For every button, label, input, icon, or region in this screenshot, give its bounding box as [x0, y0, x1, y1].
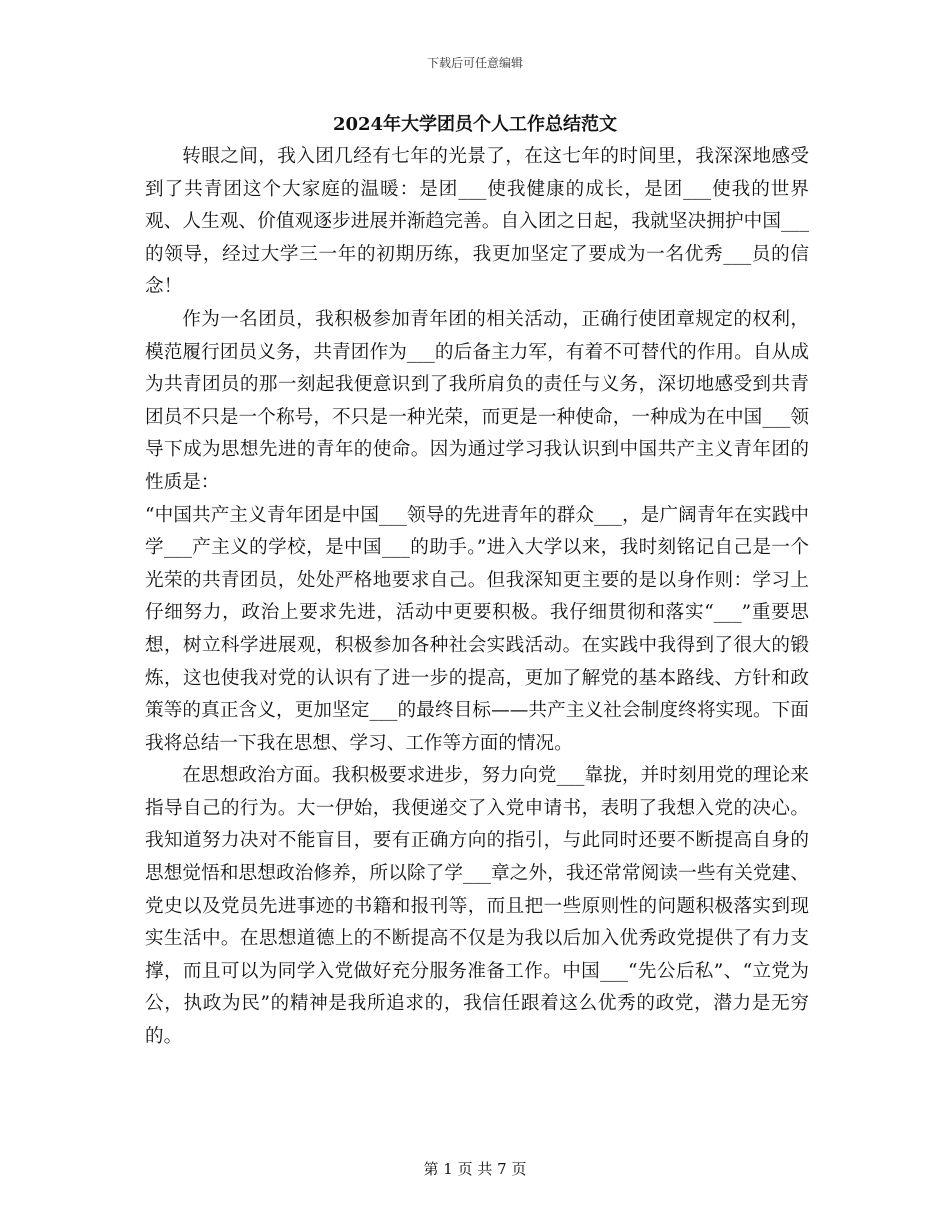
- page-number: 第 1 页 共 7 页: [423, 1160, 527, 1178]
- document-body: [145, 141, 809, 1054]
- paragraph-1: 转眼之间，我入团几经有七年的光景了，在这七年的时间里，我深深地感受到了共青团这个大家庭的温暖：是团___使我健康的成长，是团___使我的世界观、人生观、价值观逐步进展并渐趋完善。自入团之日起，我就坚决拥护中国___的领导，经过大学三一年的初期历练，我更加坚定了要成为一名优秀___员的信念！: [145, 146, 809, 298]
- paragraph-4: 在思想政治方面。我积极要求进步，努力向党___靠拢，并时刻用党的理论来指导自己的行为。大一伊始，我便递交了入党申请书，表明了我想入党的决心。我知道努力决对不能盲目，要有正确方向的指引，与此同时还要不断提高自身的思想觉悟和思想政治修养，所以除了学___章之外，我还常常阅读一些有关党建、党史以及党员先进事迹的书籍和报刊等，而且把一些原则性的问题积极落实到现实生活中。在思想道德上的不断提高不仅是为我以后加入优秀政党提供了有力支撑，而且可以为同学入党做好充分服务准备工作。中国___“先公后私”、“立党为公，执政为民”的精神是我所追求的，我信任跟着这么优秀的政党，潜力是无穷的。: [145, 765, 809, 1048]
- paragraph-2: 作为一名团员，我积极参加青年团的相关活动，正确行使团章规定的权利，模范履行团员义务，共青团作为___的后备主力军，有着不可替代的作用。自从成为共青团员的那一刻起我便意识到了我所肩负的责任与义务，深切地感受到共青团员不只是一个称号，不只是一种光荣，而更是一种使命，一种成为在中国___领导下成为思想先进的青年的使命。因为通过学习我认识到中国共产主义青年团的性质是：: [145, 308, 809, 493]
- document-title: 2024年大学团员个人工作总结范文: [332, 114, 618, 135]
- paragraph-3: “中国共产主义青年团是中国___领导的先进青年的群众___，是广阔青年在实践中学___产主义的学校，是中国___的助手。”进入大学以来，我时刻铭记自己是一个光荣的共青团员，处处严格地要求自己。但我深知更主要的是以身作则：学习上仔细努力，政治上要求先进，活动中更要积极。我仔细贯彻和落实“___”重要思想，树立科学进展观，积极参加各种社会实践活动。在实践中我得到了很大的锻炼，这也使我对党的认识有了进一步的提高，更加了解党的基本路线、方针和政策等的真正含义，更加坚定___的最终目标——共产主义社会制度终将实现。下面我将总结一下我在思想、学习、工作等方面的情况。: [145, 504, 809, 754]
- header-note: 下载后可任意编辑: [426, 56, 523, 70]
